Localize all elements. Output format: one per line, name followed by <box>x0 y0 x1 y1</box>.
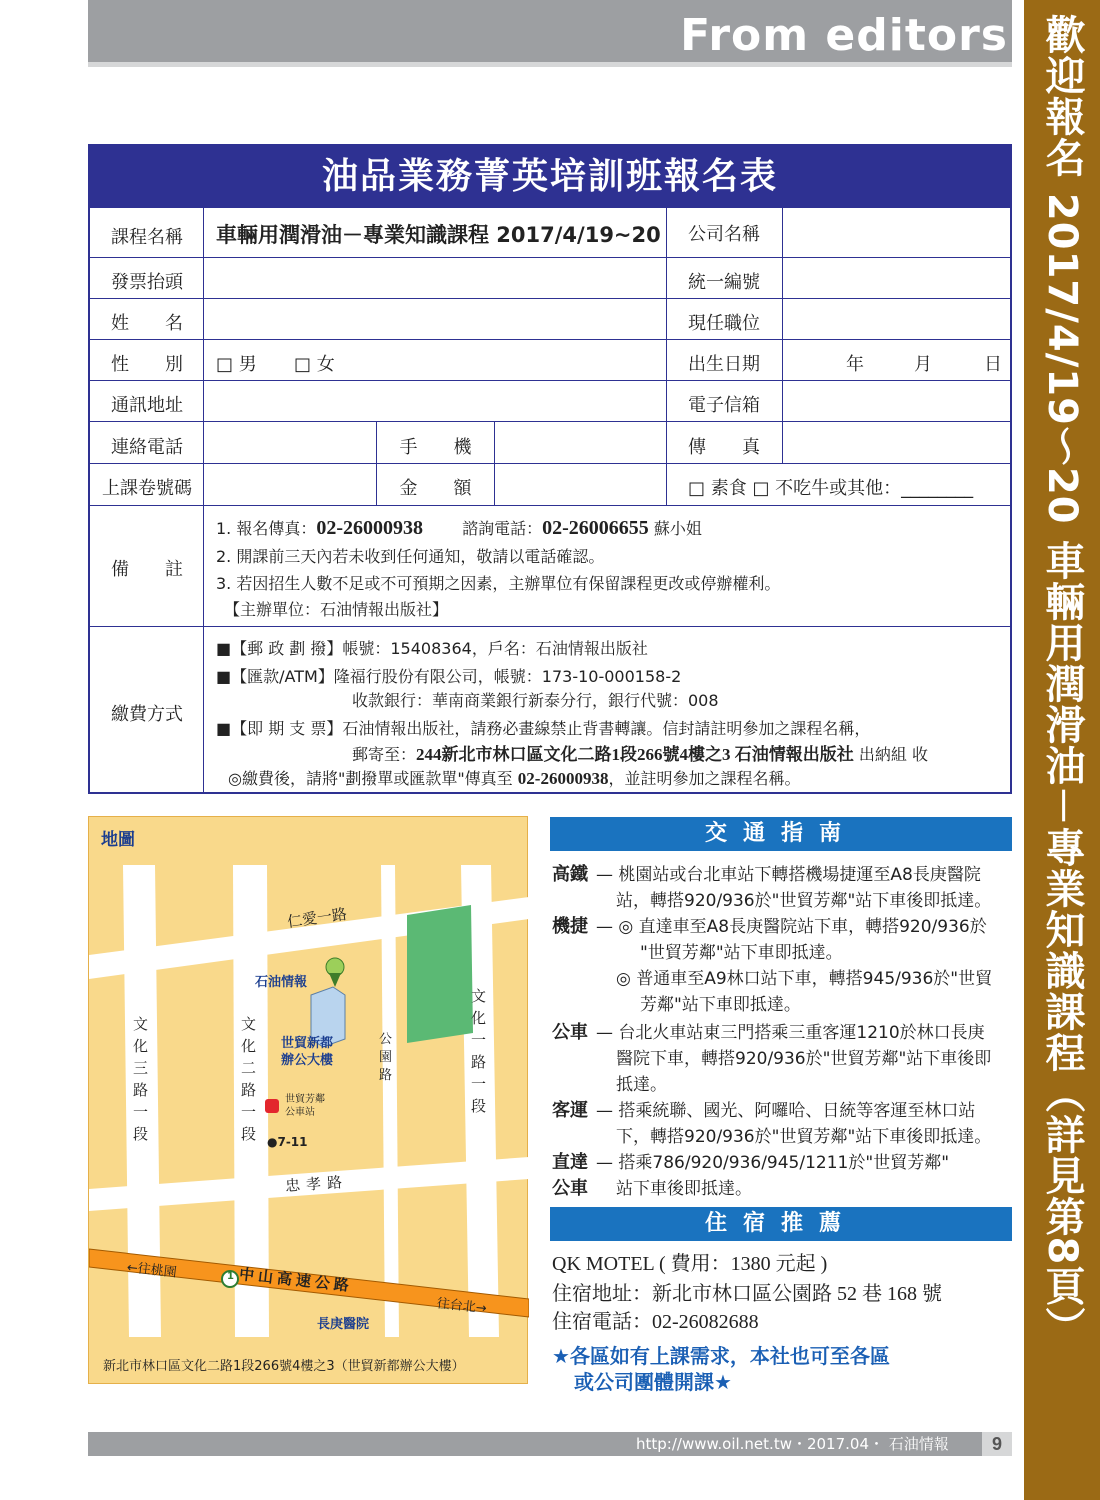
grid-line <box>90 626 1010 627</box>
notice-line-1: ★各區如有上課需求，本社也可至各區 <box>552 1344 890 1368</box>
label-remarks: 備 註 <box>111 559 183 580</box>
grid-line <box>203 208 204 793</box>
road-label-wenhua3: 文化三路一段 <box>133 1015 149 1143</box>
payment-check: ■【即 期 支 票】石油情報出版社，請務必畫線禁止背書轉讓。信封請註明參加之課程名稱， <box>216 719 871 738</box>
payment-note-post: ，並註明參加之課程名稱。 <box>608 769 801 788</box>
label-phone: 連絡電話 <box>111 437 183 458</box>
transport-line: 芳鄰"站下車即抵達。 <box>640 995 801 1015</box>
road-label-gongyuan: 公園路 <box>379 1032 393 1083</box>
map-title: 地圖 <box>101 830 135 850</box>
transport-heading: 交通指南 <box>550 817 1012 851</box>
grid-line <box>376 421 377 505</box>
footer-text: http://www.oil.net.tw・2017.04・ 石油情報 <box>636 1435 949 1453</box>
gender-female-checkbox[interactable]: □ 女 <box>294 354 335 375</box>
transport-line: 下，轉搭920/936於"世貿芳鄰"站下車後即抵達。 <box>616 1127 992 1147</box>
payment-mail-address: 244新北市林口區文化二路1段266號4樓之3 石油情報出版社 <box>416 745 854 764</box>
label-ticket: 上課卷號碼 <box>102 478 192 499</box>
transport-line: 醫院下車，轉搭920/936於"世貿芳鄰"站下車後即 <box>616 1049 992 1069</box>
birth-year: 年 <box>846 354 864 375</box>
header-underline <box>88 62 1012 67</box>
section-title: From editors <box>680 10 1008 61</box>
grid-line <box>666 208 667 505</box>
highway-number: 1 <box>227 1271 234 1282</box>
park-area <box>407 905 473 1043</box>
label-position: 現任職位 <box>688 313 760 334</box>
grid-line <box>90 257 1010 258</box>
transport-bus <box>552 1020 991 1098</box>
lodging-phone: 住宿電話：02-26082688 <box>552 1311 759 1333</box>
remark-organizer: 【主辦單位：石油情報出版社】 <box>224 600 449 619</box>
birth-day: 日 <box>984 354 1002 375</box>
transport-key: 機捷 <box>552 916 588 937</box>
gender-male-checkbox[interactable]: □ 男 <box>216 354 257 375</box>
transport-line: — ◎ 直達車至A8長庚醫院站下車，轉搭920/936於 <box>596 917 987 937</box>
landmark-bus-stop: 世貿芳鄰公車站 <box>285 1094 325 1118</box>
map-address: 新北市林口區文化二路1段266號4樓之3（世貿新都辦公大樓） <box>103 1359 465 1374</box>
remark-contact: 蘇小姐 <box>653 519 702 538</box>
lodging-heading: 住宿推薦 <box>550 1207 1012 1241</box>
grid-line <box>90 505 1010 506</box>
remark-tel-label: 諮詢電話： <box>462 519 543 538</box>
lodging-name: QK MOTEL ( 費用：1380 元起 ) <box>552 1253 828 1275</box>
transport-line: ◎ 普通車至A9林口站下車，轉搭945/936於"世貿 <box>616 969 993 989</box>
grid-line <box>90 298 1010 299</box>
transport-key: 客運 <box>552 1100 588 1121</box>
payment-mail-dept: 出納組 收 <box>858 745 928 764</box>
transport-direct-bus <box>552 1150 950 1202</box>
remark-tel-number: 02-26006655 <box>542 517 649 539</box>
label-birth: 出生日期 <box>688 354 760 375</box>
direction-taipei: 往台北→ <box>436 1296 488 1317</box>
transport-key: 直達 <box>552 1152 588 1173</box>
road-label-wenhua1: 文化一路一段 <box>471 987 487 1115</box>
payment-bank: 收款銀行：華南商業銀行新泰分行，銀行代號：008 <box>352 691 719 710</box>
page-number: 9 <box>982 1432 1012 1456</box>
grid-line <box>90 463 1010 464</box>
road-label-renai: 仁愛一路 <box>286 904 349 932</box>
label-gender: 性 別 <box>111 354 183 375</box>
transport-line: 站，轉搭920/936於"世貿芳鄰"站下車後即抵達。 <box>616 891 992 911</box>
lodging-address: 住宿地址：新北市林口區公園路 52 巷 168 號 <box>552 1283 942 1305</box>
payment-mail-label: 郵寄至： <box>352 745 417 764</box>
grid-line <box>782 421 783 463</box>
notice-line-2: 或公司團體開課★ <box>574 1370 732 1394</box>
label-fax: 傳 真 <box>688 437 760 458</box>
transport-line: — 台北火車站東三門搭乘三重客運1210於林口長庚 <box>596 1023 985 1043</box>
birth-month: 月 <box>914 354 932 375</box>
transport-airport-mrt <box>552 914 992 1018</box>
grid-line <box>90 339 1010 340</box>
label-email: 電子信箱 <box>688 395 760 416</box>
transport-coach <box>552 1098 991 1150</box>
label-payment: 繳費方式 <box>111 704 183 725</box>
payment-note-pre: ◎繳費後，請將"劃撥單或匯款單"傳真至 <box>228 769 518 788</box>
transport-hsr <box>552 862 991 914</box>
payment-atm: ■【匯款/ATM】隆福行股份有限公司，帳號：173-10-000158-2 <box>216 667 682 686</box>
payment-note-fax: 02-26000938 <box>517 769 609 788</box>
direction-taoyuan: ←往桃園 <box>126 1260 178 1281</box>
grid-line <box>90 421 1010 422</box>
road-label-zhongxiao: 忠孝路 <box>284 1172 349 1196</box>
label-amount: 金 額 <box>399 478 472 499</box>
transport-line: "世貿芳鄰"站下車即抵達。 <box>640 943 843 963</box>
transport-key: 高鐵 <box>552 864 588 885</box>
label-mobile: 手 機 <box>399 437 472 458</box>
remark-fax-number: 02-26000938 <box>316 517 424 539</box>
landmark-oil: 石油情報 <box>255 975 308 990</box>
label-name: 姓 名 <box>111 313 183 334</box>
landmark-hospital: 長庚醫院 <box>317 1317 370 1332</box>
course-value: 車輛用潤滑油－專業知識課程 2017/4/19~20 <box>216 223 661 247</box>
location-map <box>88 816 528 1384</box>
grid-line <box>494 421 495 505</box>
label-course: 課程名稱 <box>111 227 183 248</box>
road-label-highway: 中山高速公路 <box>238 1265 354 1295</box>
diet-options[interactable]: □ 素食 □ 不吃牛或其他：________ <box>688 478 974 499</box>
label-invoice: 發票抬頭 <box>111 272 183 293</box>
grid-line <box>90 380 1010 381</box>
landmark-711: ●7-11 <box>267 1135 308 1149</box>
remark-fax-label: 1. 報名傳真： <box>216 519 317 538</box>
transport-line: 抵達。 <box>616 1075 667 1095</box>
bus-icon <box>265 1099 279 1113</box>
transport-line: — 桃園站或台北車站下轉搭機場捷運至A8長庚醫院 <box>596 865 981 885</box>
sidebar-text: 歡迎報名 2017/4/19～20 車輛用潤滑油－專業知識課程（詳見第8頁） <box>1039 14 1085 1348</box>
grid-line <box>782 208 783 422</box>
label-address: 通訊地址 <box>111 395 183 416</box>
transport-line: — 搭乘統聯、國光、阿囉哈、日統等客運至林口站 <box>596 1101 976 1121</box>
transport-line: — 搭乘786/920/936/945/1211於"世貿芳鄰" <box>596 1153 950 1173</box>
form-title: 油品業務菁英培訓班報名表 <box>90 146 1010 208</box>
payment-postal: ■【郵 政 劃 撥】帳號：15408364，戶名：石油情報出版社 <box>216 639 648 658</box>
remark-line-3: 3. 若因招生人數不足或不可預期之因素，主辦單位有保留課程更改或停辦權利。 <box>216 574 781 593</box>
remark-line-2: 2. 開課前三天內若未收到任何通知，敬請以電話確認。 <box>216 547 605 566</box>
label-tax-id: 統一編號 <box>688 272 760 293</box>
landmark-building: 世貿新都辦公大樓 <box>281 1036 334 1068</box>
location-pin-tail <box>329 973 341 987</box>
road-label-wenhua2: 文化二路一段 <box>241 1015 257 1143</box>
label-company: 公司名稱 <box>688 224 760 245</box>
transport-key: 公車 <box>552 1022 588 1043</box>
transport-line: 站下車後即抵達。 <box>616 1179 752 1199</box>
transport-key: 公車 <box>552 1178 588 1199</box>
